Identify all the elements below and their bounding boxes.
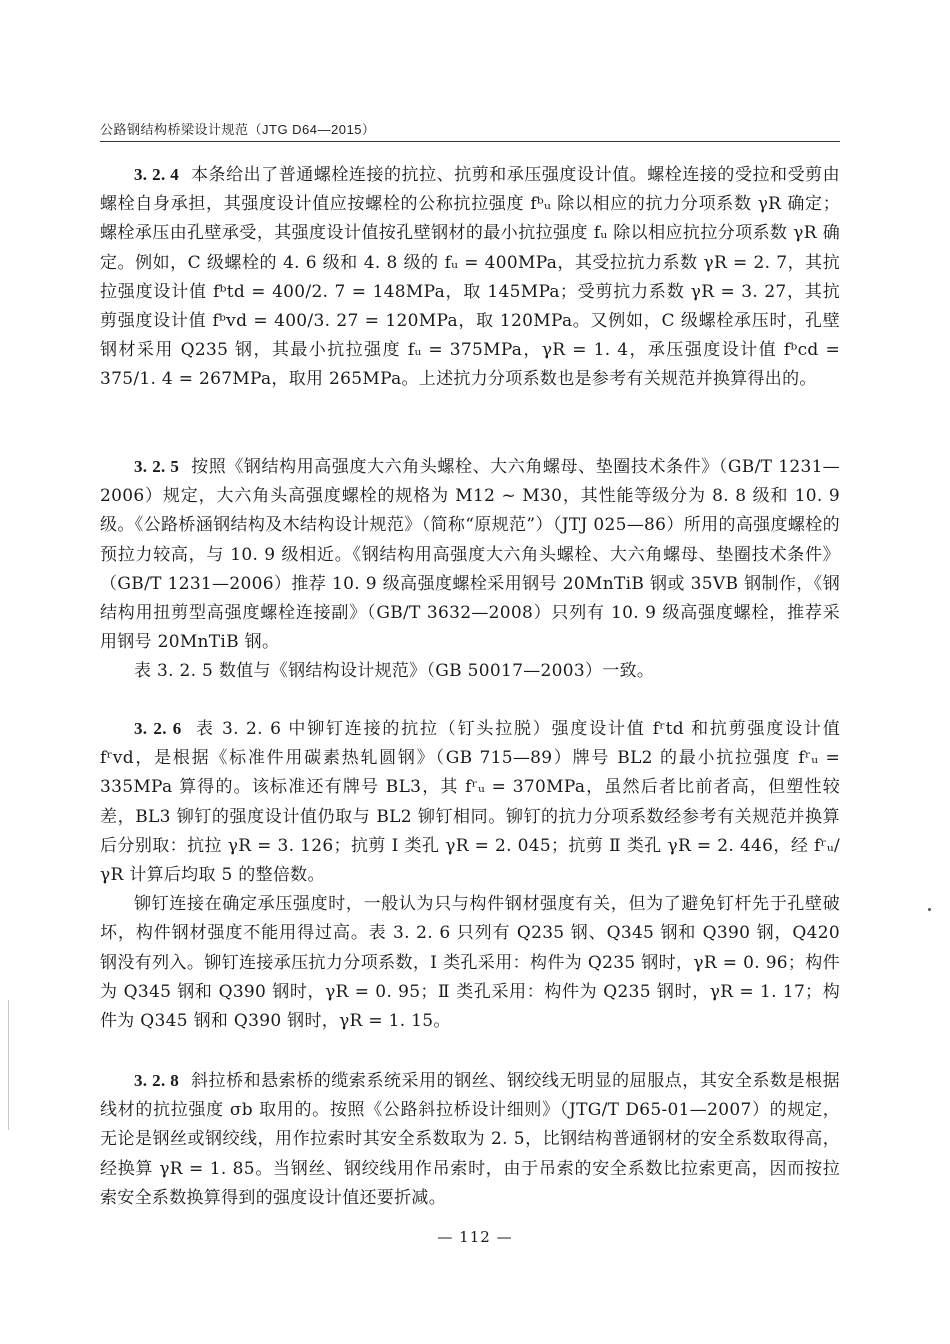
section-number: 3. 2. 6 [134,719,182,738]
page-number: — 112 — [437,1228,513,1246]
section-3-2-8 [100,1066,840,1213]
scan-dust-mark [928,908,931,911]
section-paragraph: 表 3. 2. 5 数值与《钢结构设计规范》（GB 50017—2003）一致。 [134,661,655,682]
paragraph-text: 表 3. 2. 6 中铆钉连接的抗拉（钉头拉脱）强度设计值 fʳtd 和抗剪强度设计值 fʳvd，是根据《标准件用碳素热轧圆钢》（GB 715—89）牌号 BL2 的最小抗拉强度 fʳᵤ = 335MPa 算得的。该标准还有牌号 BL3，其 fʳᵤ = 370MPa，虽然后者比前者高，但塑性较差，BL3 铆钉的强度设计值仍取与 BL2 铆钉相同。铆钉的抗力分项系数经参考有关规范并换算后分别取：抗拉 γR = 3. 126；抗剪 Ⅰ 类孔 γR = 2. 045；抗剪 Ⅱ 类孔 γR = 2. 446，经 fʳᵤ/γR 计算后均取 5 的整倍数。 [100,719,841,886]
section-number: 3. 2. 5 [134,457,180,476]
header-rule [100,141,840,142]
section-3-2-6 [100,714,840,1036]
section-paragraph: 铆钉连接在确定承压强度时，一般认为只与构件钢材强度有关，但为了避免钉杆先于孔壁破坏，构件钢材强度不能用得过高。表 3. 2. 6 只列有 Q235 钢、Q345 钢和 Q390 钢，Q420 钢没有列入。铆钉连接承压抗力分项系数，Ⅰ 类孔采用：构件为 Q235 钢时，γR = 0. 96；构件为 Q345 钢和 Q390 钢时，γR = 0. 95；Ⅱ 类孔采用：构件为 Q235 钢时，γR = 1. 17；构件为 Q345 钢和 Q390 钢时，γR = 1. 15。 [100,894,840,1032]
running-header: 公路钢结构桥梁设计规范（JTG D64—2015） [100,122,376,137]
section-3-2-5 [100,452,840,687]
section-number: 3. 2. 4 [134,165,180,184]
section-paragraph [100,452,840,657]
section-paragraph [100,714,840,890]
paragraph-text: 斜拉桥和悬索桥的缆索系统采用的钢丝、钢绞线无明显的屈服点，其安全系数是根据线材的抗拉强度 σb 取用的。按照《公路斜拉桥设计细则》（JTG/T D65-01—2007）的规定，无论是钢丝或钢绞线，用作拉索时其安全系数取为 2. 5，比钢结构普通钢材的安全系数取得高，经换算 γR = 1. 85。当钢丝、钢绞线用作吊索时，由于吊索的安全系数比拉索更高，因而按拉索安全系数换算得到的强度设计值还要折减。 [100,1071,840,1208]
section-paragraph [100,1066,840,1213]
section-number: 3. 2. 8 [134,1071,180,1090]
paragraph-text: 按照《钢结构用高强度大六角头螺栓、大六角螺母、垫圈技术条件》（GB/T 1231—2006）规定，大六角头高强度螺栓的规格为 M12 ~ M30，其性能等级分为 8. 8 级和 10. 9 级。《公路桥涵钢结构及木结构设计规范》（简称“原规范”）（JTJ 025—86）所用的高强度螺栓的预拉力较高，与 10. 9 级相近。《钢结构用高强度大六角头螺栓、大六角螺母、垫圈技术条件》（GB/T 1231—2006）推荐 10. 9 级高强度螺栓采用钢号 20MnTiB 钢或 35VB 钢制作，《钢结构用扭剪型高强度螺栓连接副》（GB/T 3632—2008）只列有 10. 9 级高强度螺栓，推荐采用钢号 20MnTiB 钢。 [100,457,840,653]
section-3-2-4 [100,160,840,395]
paragraph-text: 本条给出了普通螺栓连接的抗拉、抗剪和承压强度设计值。螺栓连接的受拉和受剪由螺栓自身承担，其强度设计值应按螺栓的公称抗拉强度 fᵇᵤ 除以相应的抗力分项系数 γR 确定；螺栓承压由孔壁承受，其强度设计值按孔壁钢材的最小抗拉强度 fᵤ 除以相应抗拉分项系数 γR 确定。例如，C 级螺栓的 4. 6 级和 4. 8 级的 fᵤ = 400MPa，其受拉抗力系数 γR = 2. 7，其抗拉强度设计值 fᵇtd = 400/2. 7 = 148MPa，取 145MPa；受剪抗力系数 γR = 3. 27，其抗剪强度设计值 fᵇvd = 400/3. 27 = 120MPa，取 120MPa。又例如，C 级螺栓承压时，孔壁钢材采用 Q235 钢，其最小抗拉强度 fᵤ = 375MPa，γR = 1. 4，承压强度设计值 fᵇcd = 375/1. 4 = 267MPa，取用 265MPa。上述抗力分项系数也是参考有关规范并换算得出的。 [100,165,840,390]
section-paragraph [100,160,840,395]
scan-binding-mark [8,1000,9,1130]
